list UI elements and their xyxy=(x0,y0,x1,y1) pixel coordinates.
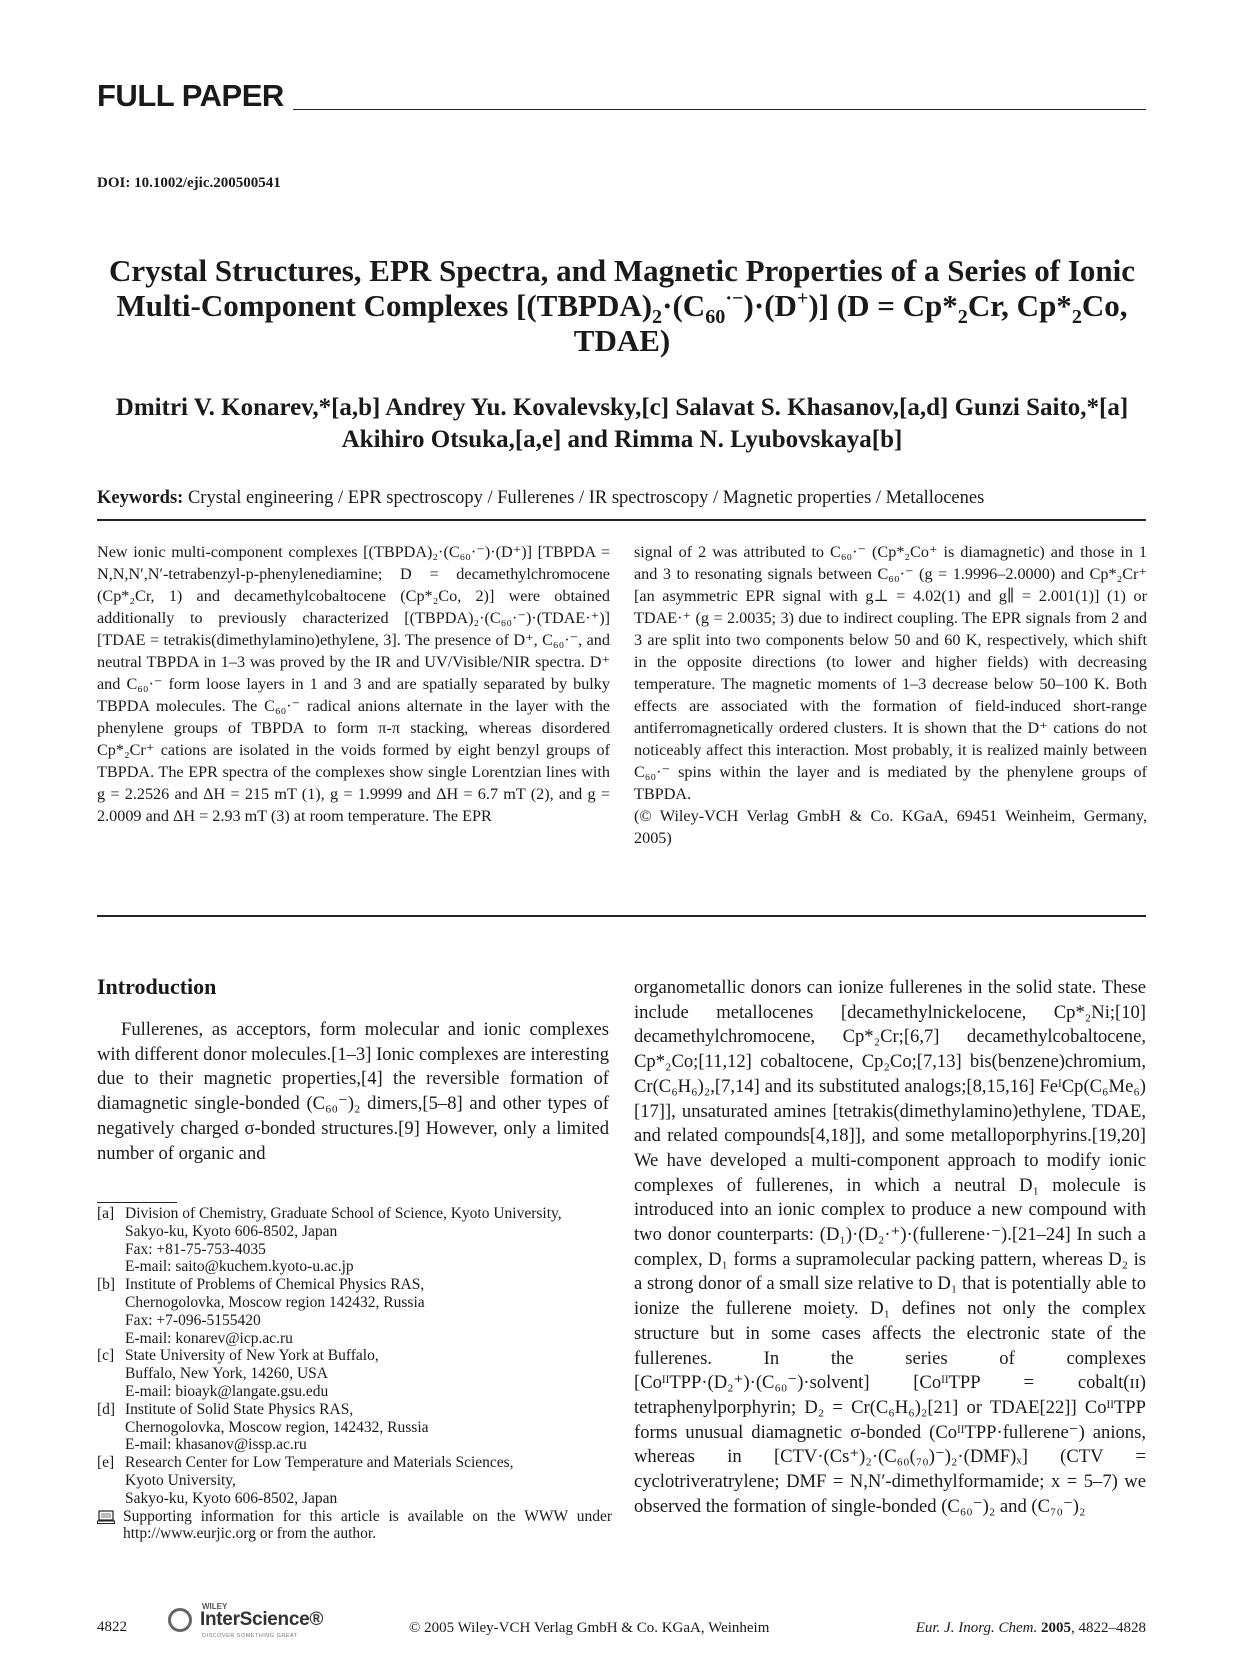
page-number: 4822 xyxy=(97,1619,127,1635)
affiliation-c: [c] State University of New York at Buffalo, Buffalo, New York, 14260, USA E-mail: bioayk@langate.gsu.edu xyxy=(97,1347,379,1400)
abstract-right-column xyxy=(634,541,1147,849)
doi: DOI: 10.1002/ejic.200500541 xyxy=(97,175,281,191)
title-line-3: TDAE) xyxy=(573,323,671,358)
header-rule xyxy=(293,109,1146,110)
abstract-left-column: New ionic multi-component complexes [(TBPDA)₂·(C₆₀·⁻)·(D⁺)] [TBPDA = N,N,N′,N′-tetrabenzyl-p-phenylenediamine; D = decamethylchromocene (Cp*₂Cr, 1) and decamethylcobaltocene (Cp*₂Co, 2)] were obtained additionally to previously characterized [(TBPDA)₂·(C₆₀·⁻)·(TDAE·⁺)] [TDAE = tetrakis(dimethylamino)ethylene, 3]. The presence of D⁺, C₆₀·⁻, and neutral TBPDA in 1–3 was proved by the IR and UV/Visible/NIR spectra. D⁺ and C₆₀·⁻ form loose layers in 1 and 3 and are spatially separated by bulky TBPDA molecules. The C₆₀·⁻ radical anions alternate in the layer with the phenylene groups of TBPDA to form π-π stacking, whereas disordered Cp*₂Cr⁺ cations are isolated in the voids formed by eight benzyl groups of TBPDA. The EPR spectra of the complexes show single Lorentzian lines with g = 2.2526 and ΔH = 215 mT (1), g = 1.9999 and ΔH = 6.7 mT (2), and g = 2.0009 and ΔH = 2.93 mT (3) at room temperature. The EPR xyxy=(97,543,610,825)
affiliation-d: [d] Institute of Solid State Physics RAS, Chernogolovka, Moscow region, 142432, Russia E-mail: khasanov@issp.ac.ru xyxy=(97,1400,429,1454)
title-line-2: Multi-Component Complexes $[(TBPDA)_2\cdot(C_{60}^{\cdot-})\cdot(D^+)] (D = Cp*_2Cr$, $Cp*_2Co$, xyxy=(116,287,1128,329)
authors-line-2: Akihiro Otsuka,[a,e] and Rimma N. Lyubovskaya[b] xyxy=(341,426,903,453)
keywords xyxy=(97,488,1147,509)
abstract-top-rule xyxy=(97,519,1146,521)
introduction-right-column: organometallic donors can ionize fullerenes in the solid state. These include metallocenes [decamethylnickelocene, Cp*₂Ni;[10] decamethylchromocene, Cp*₂Cr;[6,7] decamethylcobaltocene, Cp*₂Co;[11,12] cobaltocene, Cp₂Co;[7,13] bis(benzene)chromium, Cr(C₆H₆)₂,[7,14] and its substituted analogs;[8,15,16] FeᴵCp(C₆Me₆)[17]], unsaturated amines [tetrakis(dimethylamino)ethylene, TDAE, and related compounds[4,18]], and some metalloporphyrins.[19,20] We have developed a multi-component approach to modify ionic complexes of fullerenes, in which a neutral D₁ molecule is introduced into an ionic complex to produce a new compound with two donor counterparts: (D₁)·(D₂·⁺)·(fullerene·⁻).[21–24] In such a complex, D₁ forms a supramolecular packing pattern, whereas D₂ is a strong donor of a small size relative to D₁ that is potentially able to ionize the fullerene moiety. D₁ defines not only the complex structure but in some cases affects the electronic state of the fullerenes. In the series of complexes [CoᴵᴵTPP·(D₂⁺)·(C₆₀⁻)·solvent] [CoᴵᴵTPP = cobalt(ɪɪ) tetraphenylporphyrin; D₂ = Cr(C₆H₆)₂[21] or TDAE[22]] CoᴵᴵTPP forms unusual diamagnetic σ-bonded (CoᴵᴵTPP·fullerene⁻) anions, whereas in [CTV·(Cs⁺)₂·(C₆₀(₇₀)⁻)₂·(DMF)ₓ] (CTV = cyclotriveratrylene; DMF = N,N′-dimethylformamide; x = 5–7) we observed the formation of single-bonded (C₆₀⁻)₂ and (C₇₀⁻)₂ xyxy=(634,977,1146,1517)
author-list xyxy=(97,392,1147,456)
authors-line-1: Dmitri V. Konarev,*[a,b] Andrey Yu. Kovalevsky,[c] Salavat S. Khasanov,[a,d] Gunzi Saito,*[a] xyxy=(115,394,1129,421)
interscience-logo: WILEY InterScience® DISCOVER SOMETHING GREAT xyxy=(168,1602,363,1642)
introduction-heading: Introduction xyxy=(97,974,217,999)
interscience-logo-icon xyxy=(168,1608,192,1632)
abstract-right-text: signal of 2 was attributed to C₆₀·⁻ (Cp*₂Co⁺ is diamagnetic) and those in 1 and 3 to resonating signals between C₆₀·⁻ (g = 1.9996–2.0000) and Cp*₂Cr⁺ [an asymmetric EPR signal with g⊥ = 4.02(1) and g∥ = 2.001(1)] (1) or TDAE·⁺ (g = 2.0035; 3) due to indirect coupling. The EPR signals from 2 and 3 are split into two components below 50 and 60 K, respectively, which shift in the opposite directions (to lower and higher fields) with decreasing temperature. The magnetic moments of 1–3 decrease below 50–100 K. Both effects are associated with the formation of field-induced short-range antiferromagnetically ordered clusters. It is shown that the D⁺ cations do not noticeably affect this interaction. Most probably, it is realized mainly between C₆₀·⁻ spins within the layer and is mediated by the phenylene groups of TBPDA. xyxy=(634,543,1147,803)
journal-citation: Eur. J. Inorg. Chem. 2005, 4822–4828 xyxy=(915,1620,1146,1636)
affiliations xyxy=(97,1205,612,1543)
supporting-information-text: Supporting information for this article is available on the WWW under http://www.eurjic.org or from the author. xyxy=(123,1507,612,1543)
computer-icon xyxy=(97,1510,115,1524)
section-label: FULL PAPER xyxy=(97,78,284,113)
abstract-bottom-rule xyxy=(97,915,1146,917)
affiliation-a: [a] Division of Chemistry, Graduate School of Science, Kyoto University, Sakyo-ku, Kyoto 606-8502, Japan Fax: +81-75-753-4035 E-mail: saito@kuchem.kyoto-u.ac.jp xyxy=(97,1205,562,1276)
supporting-information-note xyxy=(97,1508,612,1544)
keywords-label: Keywords: xyxy=(97,488,184,508)
footnote-rule xyxy=(97,1202,177,1203)
article-title xyxy=(97,253,1147,358)
abstract-copyright: (© Wiley-VCH Verlag GmbH & Co. KGaA, 69451 Weinheim, Germany, 2005) xyxy=(634,807,1147,847)
affiliation-b: [b] Institute of Problems of Chemical Physics RAS, Chernogolovka, Moscow region 142432, Russia Fax: +7-096-5155420 E-mail: konarev@icp.ac.ru xyxy=(97,1276,425,1347)
introduction-left-column: Fullerenes, as acceptors, form molecular and ionic complexes with different donor molecules.[1–3] Ionic complexes are interesting due to their magnetic properties,[4] the reversible formation of diamagnetic single-bonded (C₆₀⁻)₂ dimers,[5–8] and other types of negatively charged σ-bonded structures.[9] However, only a limited number of organic and xyxy=(97,1019,609,1164)
keywords-text: Crystal engineering / EPR spectroscopy / Fullerenes / IR spectroscopy / Magnetic properties / Metallocenes xyxy=(187,488,985,508)
affiliation-e: [e] Research Center for Low Temperature and Materials Sciences, Kyoto University, Sakyo-ku, Kyoto 606-8502, Japan xyxy=(97,1454,514,1507)
title-line-1: Crystal Structures, EPR Spectra, and Magnetic Properties of a Series of Ionic xyxy=(109,253,1135,288)
footer-copyright: © 2005 Wiley-VCH Verlag GmbH & Co. KGaA, Weinheim xyxy=(409,1620,770,1636)
